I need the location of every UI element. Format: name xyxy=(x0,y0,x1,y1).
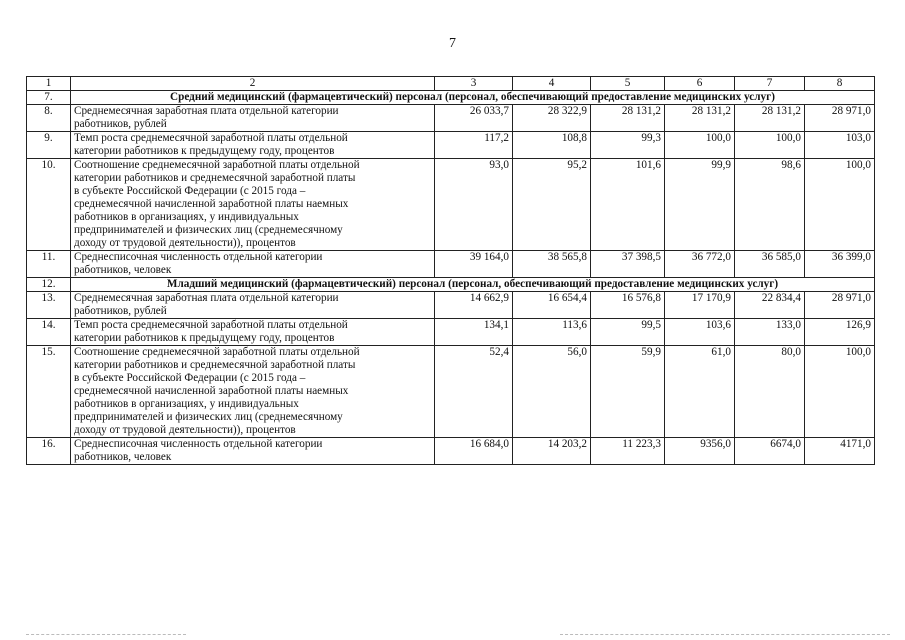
indicator-name-line: работников, человек xyxy=(74,451,172,463)
row-number: 8. xyxy=(27,105,71,132)
value-cell: 36 772,0 xyxy=(665,251,735,278)
indicator-name-line: Среднесписочная численность отдельной категории xyxy=(74,438,323,450)
indicator-name xyxy=(71,251,435,278)
value-cell: 56,0 xyxy=(513,346,591,438)
table-row xyxy=(27,251,875,278)
value-cell: 103,0 xyxy=(805,132,875,159)
row-number: 11. xyxy=(27,251,71,278)
table-row xyxy=(27,159,875,251)
row-number: 10. xyxy=(27,159,71,251)
indicator-name-line: среднемесячной начисленной заработной платы наемных xyxy=(74,385,349,397)
section-row xyxy=(27,278,875,292)
indicator-name xyxy=(71,159,435,251)
value-cell: 93,0 xyxy=(435,159,513,251)
indicator-name-line: работников, человек xyxy=(74,264,172,276)
value-cell: 80,0 xyxy=(735,346,805,438)
indicator-name-line: Соотношение среднемесячной заработной платы отдельной xyxy=(74,159,360,171)
column-header: 3 xyxy=(435,77,513,91)
value-cell: 17 170,9 xyxy=(665,292,735,319)
indicator-name-line: предпринимателей и физических лиц (среднемесячному xyxy=(74,411,343,423)
table-row xyxy=(27,319,875,346)
column-header: 7 xyxy=(735,77,805,91)
value-cell: 100,0 xyxy=(805,346,875,438)
indicator-name-line: в субъекте Российской Федерации (с 2015 года – xyxy=(74,372,306,384)
column-header: 4 xyxy=(513,77,591,91)
indicator-name-line: доходу от трудовой деятельности)), процентов xyxy=(74,424,296,436)
table-row xyxy=(27,132,875,159)
value-cell: 28 131,2 xyxy=(591,105,665,132)
value-cell: 22 834,4 xyxy=(735,292,805,319)
value-cell: 100,0 xyxy=(735,132,805,159)
scan-artifact xyxy=(560,634,890,635)
section-title: Средний медицинский (фармацевтический) персонал (персонал, обеспечивающий предоставление медицинских услуг) xyxy=(71,91,875,105)
indicator-name-line: предпринимателей и физических лиц (среднемесячному xyxy=(74,224,343,236)
row-number: 7. xyxy=(27,91,71,105)
indicator-name xyxy=(71,292,435,319)
value-cell: 26 033,7 xyxy=(435,105,513,132)
value-cell: 100,0 xyxy=(805,159,875,251)
indicator-name xyxy=(71,438,435,465)
value-cell: 133,0 xyxy=(735,319,805,346)
indicator-name xyxy=(71,346,435,438)
indicator-name-line: работников в организациях, у индивидуальных xyxy=(74,211,299,223)
section-row xyxy=(27,91,875,105)
value-cell: 108,8 xyxy=(513,132,591,159)
indicator-name-line: Темп роста среднемесячной заработной платы отдельной xyxy=(74,132,348,144)
value-cell: 117,2 xyxy=(435,132,513,159)
indicator-name-line: в субъекте Российской Федерации (с 2015 года – xyxy=(74,185,306,197)
table-header-row xyxy=(27,77,875,91)
value-cell: 126,9 xyxy=(805,319,875,346)
value-cell: 16 684,0 xyxy=(435,438,513,465)
table-row xyxy=(27,346,875,438)
table-row xyxy=(27,105,875,132)
indicator-name-line: работников, рублей xyxy=(74,118,167,130)
value-cell: 36 399,0 xyxy=(805,251,875,278)
value-cell: 99,5 xyxy=(591,319,665,346)
indicator-name-line: среднемесячной начисленной заработной платы наемных xyxy=(74,198,349,210)
table-row xyxy=(27,292,875,319)
column-header: 2 xyxy=(71,77,435,91)
value-cell: 28 971,0 xyxy=(805,292,875,319)
indicator-name-line: категории работников к предыдущему году, процентов xyxy=(74,332,335,344)
row-number: 13. xyxy=(27,292,71,319)
value-cell: 14 662,9 xyxy=(435,292,513,319)
row-number: 15. xyxy=(27,346,71,438)
value-cell: 103,6 xyxy=(665,319,735,346)
value-cell: 28 322,9 xyxy=(513,105,591,132)
column-header: 8 xyxy=(805,77,875,91)
value-cell: 28 131,2 xyxy=(665,105,735,132)
value-cell: 6674,0 xyxy=(735,438,805,465)
indicator-name-line: доходу от трудовой деятельности)), процентов xyxy=(74,237,296,249)
column-header: 6 xyxy=(665,77,735,91)
value-cell: 100,0 xyxy=(665,132,735,159)
value-cell: 9356,0 xyxy=(665,438,735,465)
value-cell: 39 164,0 xyxy=(435,251,513,278)
value-cell: 37 398,5 xyxy=(591,251,665,278)
value-cell: 98,6 xyxy=(735,159,805,251)
indicator-name-line: работников в организациях, у индивидуальных xyxy=(74,398,299,410)
value-cell: 95,2 xyxy=(513,159,591,251)
table-row xyxy=(27,438,875,465)
value-cell: 99,9 xyxy=(665,159,735,251)
value-cell: 101,6 xyxy=(591,159,665,251)
value-cell: 16 576,8 xyxy=(591,292,665,319)
scan-artifact xyxy=(26,634,186,635)
indicator-name-line: Среднемесячная заработная плата отдельной категории xyxy=(74,292,339,304)
value-cell: 38 565,8 xyxy=(513,251,591,278)
indicator-name-line: категории работников и среднемесячной заработной платы xyxy=(74,359,356,371)
indicator-name-line: Среднемесячная заработная плата отдельной категории xyxy=(74,105,339,117)
row-number: 16. xyxy=(27,438,71,465)
indicator-name xyxy=(71,105,435,132)
page-number: 7 xyxy=(449,36,456,51)
value-cell: 113,6 xyxy=(513,319,591,346)
value-cell: 14 203,2 xyxy=(513,438,591,465)
value-cell: 59,9 xyxy=(591,346,665,438)
row-number: 12. xyxy=(27,278,71,292)
value-cell: 61,0 xyxy=(665,346,735,438)
indicator-name-line: категории работников и среднемесячной заработной платы xyxy=(74,172,356,184)
value-cell: 28 971,0 xyxy=(805,105,875,132)
value-cell: 11 223,3 xyxy=(591,438,665,465)
indicator-name-line: Соотношение среднемесячной заработной платы отдельной xyxy=(74,346,360,358)
value-cell: 99,3 xyxy=(591,132,665,159)
indicator-name-line: Среднесписочная численность отдельной категории xyxy=(74,251,323,263)
indicator-name-line: работников, рублей xyxy=(74,305,167,317)
row-number: 14. xyxy=(27,319,71,346)
value-cell: 16 654,4 xyxy=(513,292,591,319)
value-cell: 134,1 xyxy=(435,319,513,346)
indicator-name xyxy=(71,319,435,346)
column-header: 5 xyxy=(591,77,665,91)
value-cell: 52,4 xyxy=(435,346,513,438)
value-cell: 36 585,0 xyxy=(735,251,805,278)
indicator-name xyxy=(71,132,435,159)
indicators-table xyxy=(26,76,875,465)
indicator-name-line: Темп роста среднемесячной заработной платы отдельной xyxy=(74,319,348,331)
value-cell: 4171,0 xyxy=(805,438,875,465)
value-cell: 28 131,2 xyxy=(735,105,805,132)
row-number: 9. xyxy=(27,132,71,159)
indicator-name-line: категории работников к предыдущему году, процентов xyxy=(74,145,335,157)
column-header: 1 xyxy=(27,77,71,91)
section-title: Младший медицинский (фармацевтический) персонал (персонал, обеспечивающий предоставление медицинских услуг) xyxy=(71,278,875,292)
